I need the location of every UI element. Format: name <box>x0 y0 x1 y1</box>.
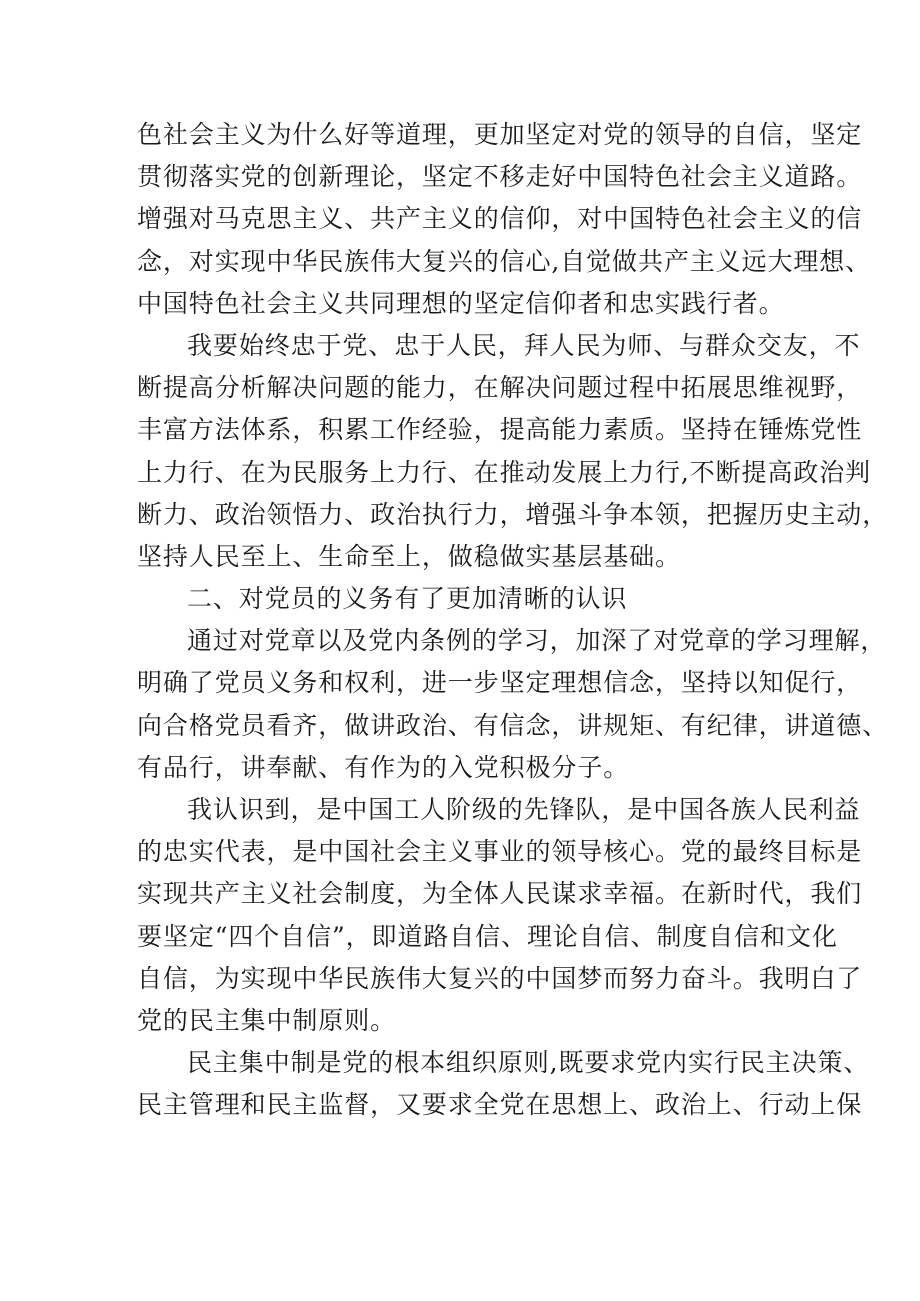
heading-line: 二、对党员的义务有了更加清晰的认识 <box>187 584 628 614</box>
paragraph-party-constitution <box>137 620 889 789</box>
text-line: 民主管理和民主监督，又要求全党在思想上、政治上、行动上保 <box>137 1090 863 1120</box>
text-line: 通过对党章以及党内条例的学习，加深了对党章的学习理解， <box>187 626 887 656</box>
text-line: 实现共产主义社会制度，为全体人民谋求幸福。在新时代，我们 <box>137 879 863 909</box>
text-line: 向合格党员看齐，做讲政治、有信念，讲规矩、有纪律，讲道德、 <box>137 710 889 740</box>
text-line: 坚持人民至上、生命至上，做稳做实基层基础。 <box>137 541 681 571</box>
text-line: 贯彻落实党的创新理论，坚定不移走好中国特色社会主义道路。 <box>137 162 863 192</box>
text-line: 明确了党员义务和权利，进一步坚定理想信念，坚持以知促行， <box>137 668 863 698</box>
paragraph-understanding <box>137 789 863 1042</box>
text-line: 增强对马克思主义、共产主义的信仰，对中国特色社会主义的信 <box>137 204 863 234</box>
text-line: 民主集中制是党的根本组织原则,既要求党内实行民主决策、 <box>187 1048 870 1078</box>
text-line: 的忠实代表，是中国社会主义事业的领导核心。党的最终目标是 <box>137 837 863 867</box>
paragraph-democratic-centralism <box>137 1042 870 1126</box>
paragraph-loyalty <box>137 325 889 578</box>
text-line: 我认识到，是中国工人阶级的先锋队，是中国各族人民利益 <box>187 795 861 824</box>
text-line: 断提高分析解决问题的能力，在解决问题过程中拓展思维视野， <box>137 373 863 403</box>
text-line: 丰富方法体系，积累工作经验，提高能力素质。坚持在锤炼党性 <box>137 415 863 445</box>
text-line: 上力行、在为民服务上力行、在推动发展上力行,不断提高政治判 <box>137 457 872 487</box>
section-heading <box>137 578 797 620</box>
paragraph-continuation <box>137 114 872 325</box>
text-line: 要坚定“四个自信”，即道路自信、理论自信、制度自信和文化 <box>137 921 838 951</box>
text-line: 自信，为实现中华民族伟大复兴的中国梦而努力奋斗。我明白了 <box>137 963 863 993</box>
text-line: 我要始终忠于党、忠于人民，拜人民为师、与群众交友，不 <box>187 330 861 360</box>
document-body <box>137 114 889 1127</box>
text-line: 有品行，讲奉献、有作为的入党积极分子。 <box>137 752 630 782</box>
text-line: 念，对实现中华民族伟大复兴的信心,自觉做共产主义远大理想、 <box>137 246 872 276</box>
text-line: 色社会主义为什么好等道理，更加坚定对党的领导的自信，坚定 <box>137 120 863 149</box>
text-line: 断力、政治领悟力、政治执行力，增强斗争本领，把握历史主动， <box>137 499 889 529</box>
text-line: 党的民主集中制原则。 <box>137 1005 397 1035</box>
text-line: 中国特色社会主义共同理想的坚定信仰者和忠实践行者。 <box>137 288 785 318</box>
